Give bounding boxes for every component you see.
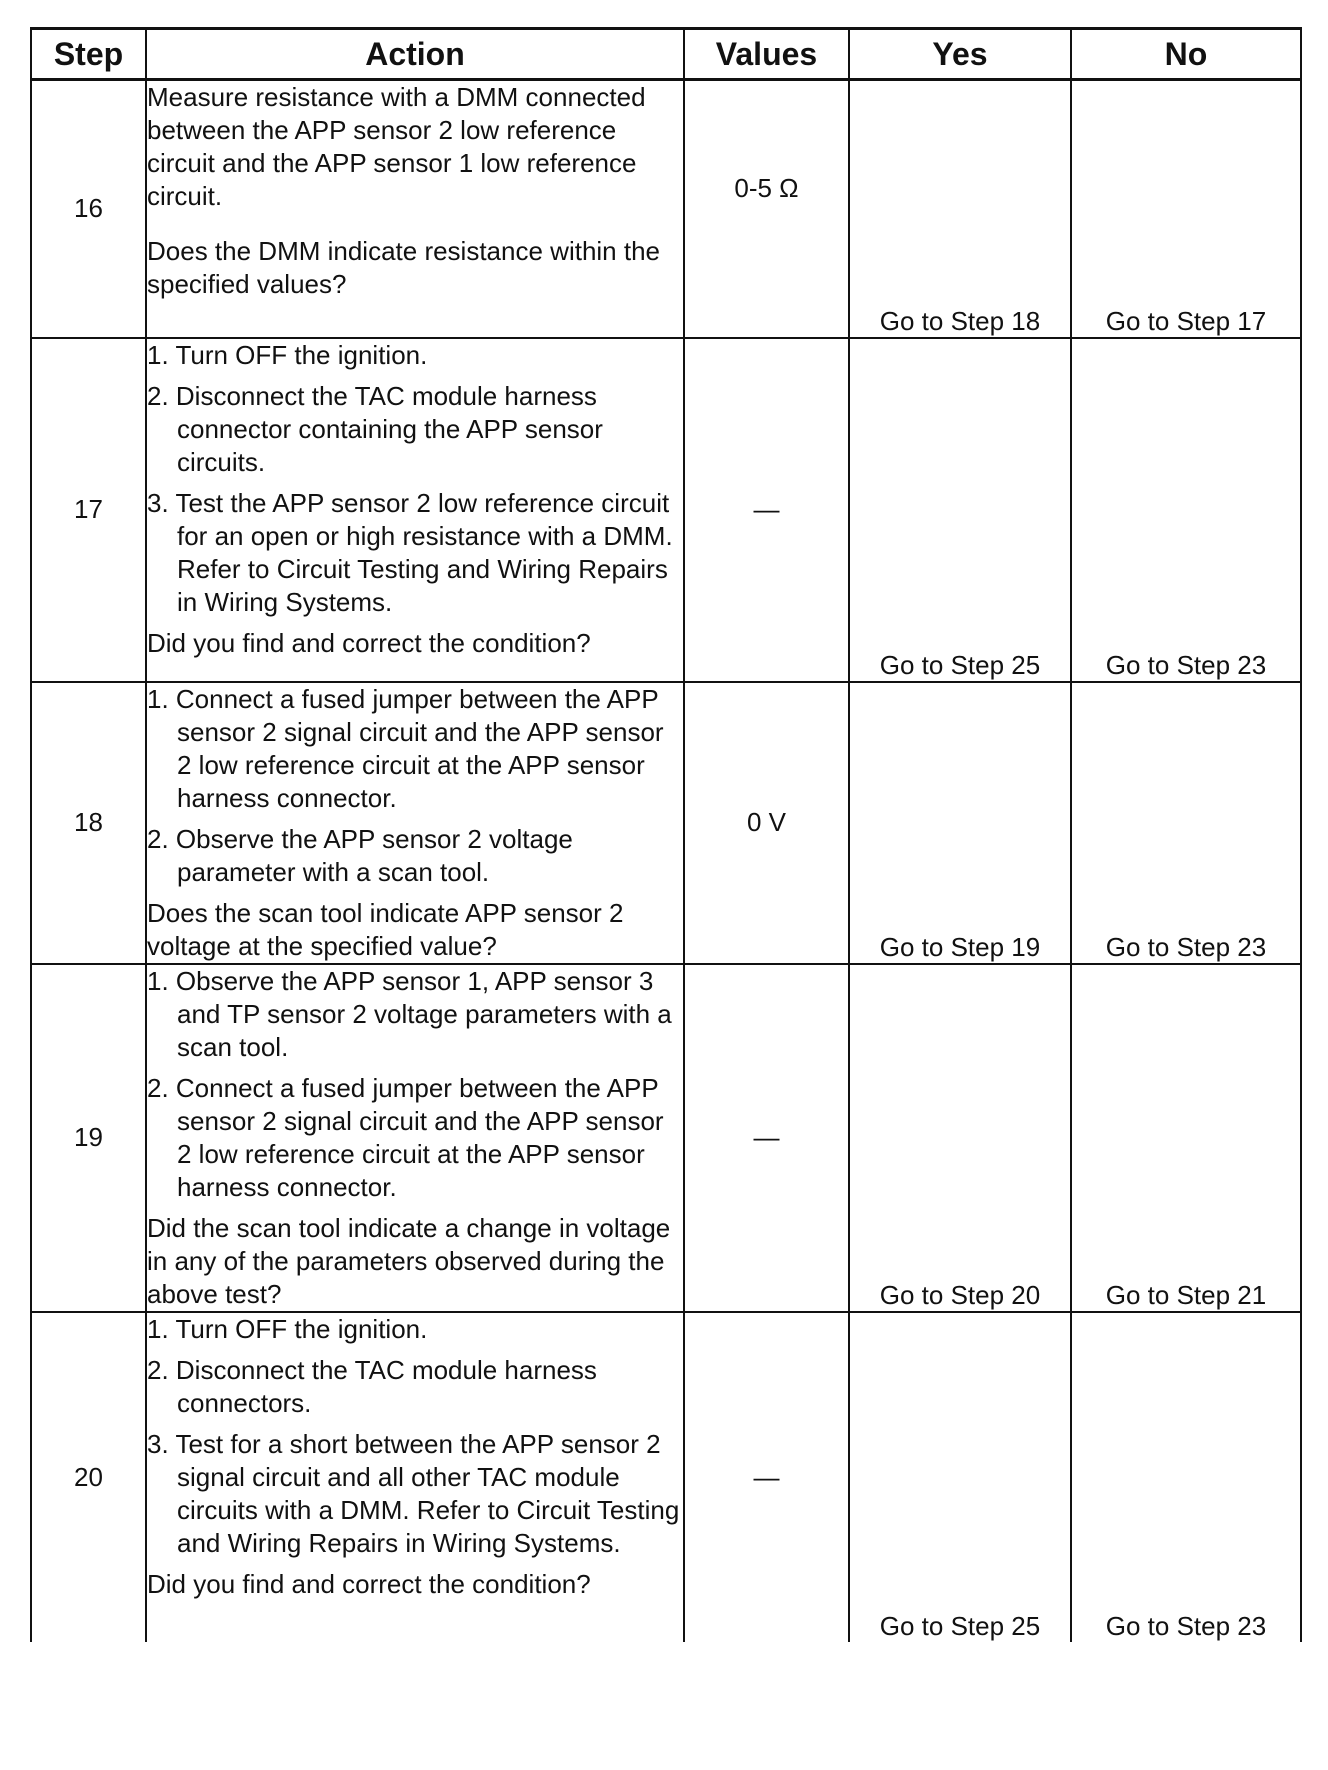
no-cell: Go to Step 21	[1071, 964, 1301, 1312]
action-question: Did the scan tool indicate a change in voltage in any of the parameters observed during the above test?	[147, 1212, 671, 1309]
table-row	[31, 1312, 1301, 1642]
action-cell	[146, 338, 684, 682]
action-cell	[146, 1312, 684, 1642]
no-cell: Go to Step 23	[1071, 682, 1301, 964]
step-number: 16	[31, 80, 146, 338]
value-cell	[684, 338, 849, 682]
table-row	[31, 964, 1301, 1312]
action-step: 2. Disconnect the TAC module harness connector containing the APP sensor circuits.	[147, 380, 603, 477]
action-cell	[146, 964, 684, 1312]
header-action: Action	[146, 29, 684, 80]
action-step: 1. Turn OFF the ignition.	[147, 339, 428, 370]
action-steps	[147, 965, 683, 1204]
step-number: 19	[31, 964, 146, 1312]
table-row	[31, 338, 1301, 682]
action-step: 2. Connect a fused jumper between the APP sensor 2 signal circuit and the APP sensor 2 low reference circuit at the APP sensor harness connector.	[147, 1072, 664, 1202]
yes-cell: Go to Step 25	[849, 1312, 1071, 1642]
value-text: 0-5 Ω	[734, 173, 799, 203]
action-cell	[146, 80, 684, 338]
yes-cell: Go to Step 19	[849, 682, 1071, 964]
action-instruction: Measure resistance with a DMM connected between the APP sensor 2 low reference circuit and the APP sensor 1 low reference circuit.	[147, 82, 646, 211]
action-step: 1. Turn OFF the ignition.	[147, 1313, 428, 1344]
value-text: —	[753, 494, 780, 524]
action-steps	[147, 1313, 683, 1560]
value-cell	[684, 1312, 849, 1642]
value-text: 0 V	[746, 807, 787, 837]
header-step: Step	[31, 29, 146, 80]
table-header-row	[31, 29, 1301, 80]
action-step: 3. Test for a short between the APP sensor 2 signal circuit and all other TAC module circuits with a DMM. Refer to Circuit Testing and Wiring Repairs in Wiring Systems.	[147, 1428, 680, 1558]
header-yes: Yes	[849, 29, 1071, 80]
action-question: Does the DMM indicate resistance within the specified values?	[147, 236, 661, 299]
action-steps	[147, 339, 683, 619]
yes-cell: Go to Step 20	[849, 964, 1071, 1312]
value-text: —	[753, 1461, 780, 1492]
action-step: 3. Test the APP sensor 2 low reference circuit for an open or high resistance with a DMM. Refer to Circuit Testing and Wiring Repairs in Wiring Systems.	[147, 487, 673, 617]
step-number: 20	[31, 1312, 146, 1642]
header-no: No	[1071, 29, 1301, 80]
action-cell	[146, 682, 684, 964]
yes-cell: Go to Step 25	[849, 338, 1071, 682]
no-cell: Go to Step 23	[1071, 338, 1301, 682]
value-cell	[684, 964, 849, 1312]
table-row	[31, 80, 1301, 338]
step-number: 17	[31, 338, 146, 682]
diagnostic-table	[30, 27, 1302, 1642]
yes-cell: Go to Step 18	[849, 80, 1071, 338]
value-text: —	[753, 1122, 780, 1152]
action-step: 1. Connect a fused jumper between the APP sensor 2 signal circuit and the APP sensor 2 low reference circuit at the APP sensor harness connector.	[147, 683, 664, 813]
action-step: 2. Observe the APP sensor 2 voltage parameter with a scan tool.	[147, 823, 573, 887]
action-question: Does the scan tool indicate APP sensor 2 voltage at the specified value?	[147, 897, 624, 961]
action-steps	[147, 683, 683, 889]
value-cell	[684, 80, 849, 338]
step-number: 18	[31, 682, 146, 964]
action-question: Did you find and correct the condition?	[147, 627, 591, 658]
action-step: 1. Observe the APP sensor 1, APP sensor 3 and TP sensor 2 voltage parameters with a scan tool.	[147, 965, 672, 1062]
no-cell: Go to Step 23	[1071, 1312, 1301, 1642]
header-values: Values	[684, 29, 849, 80]
table-row	[31, 682, 1301, 964]
value-cell	[684, 682, 849, 964]
diagnostic-page	[30, 27, 1300, 1642]
action-question: Did you find and correct the condition?	[147, 1568, 591, 1599]
action-step: 2. Disconnect the TAC module harness connectors.	[147, 1354, 597, 1418]
no-cell: Go to Step 17	[1071, 80, 1301, 338]
